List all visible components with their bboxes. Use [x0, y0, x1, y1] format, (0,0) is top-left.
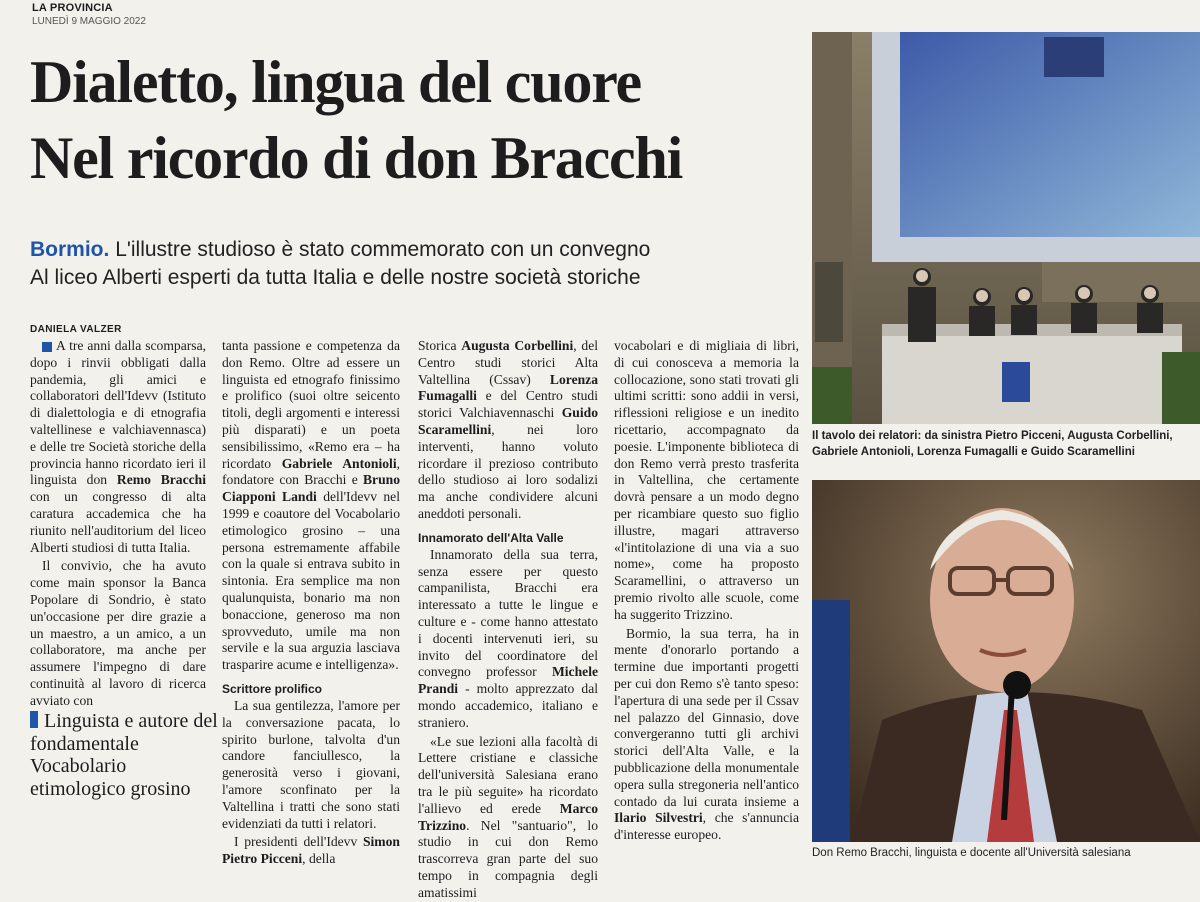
article-column-2: tanta passione e competenza da don Remo. Oltre ad essere un linguista ed etnografo finissimo e prolifico (suoi oltre seicento titoli, degli argomenti e interessi più disparati) e un poeta sensibilissimo, «Remo era – ha ricordato Gabriele Antonioli, fondatore con Bracchi e Bruno Ciapponi Landi dell'Idevv nel 1999 e coautore del Vocabolario etimologico grosino – una persona estremamente affabile con la quale si entrava subito in sintonia. Era semplice ma non qualunquista, bonario ma non bonaccione, generoso ma non sprovveduto, umile ma non servile e la sua arguzia lasciava trasparire acume e intelligenza». Scrittore prolifico La sua gentilezza, l'amore per la conversazione pacata, lo spirito burlone, talvolta d'un candore fanciullesco, la generosità verso i giovani, l'amore sconfinato per la Valtellina i tratti che sono stati evidenziati da tutti i relatori. I presidenti dell'Idevv Simon Pietro Picceni, della [222, 338, 400, 867]
headline-line-1: Dialetto, lingua del cuore [30, 49, 641, 115]
photo2-caption: Don Remo Bracchi, linguista e docente all'Università salesiana [812, 847, 1131, 859]
headline-line-2: Nel ricordo di don Bracchi [30, 125, 683, 191]
photo-portrait [812, 480, 1200, 842]
start-marker-icon [42, 342, 52, 352]
photo-speakers-table [812, 32, 1200, 424]
photo1-caption: Il tavolo dei relatori: da sinistra Pietro Picceni, Augusta Corbellini, Gabriele Antonioli, Lorenza Fumagalli e Guido Scaramellini [812, 430, 1173, 458]
portrait-illustration [812, 480, 1200, 842]
pull-quote-text: Linguista e autore del fondamentale Vocabolario etimologico grosino [30, 710, 218, 800]
pull-quote [30, 710, 220, 800]
subhead-line-2: Al liceo Alberti esperti da tutta Italia e delle nostre società storiche [30, 266, 641, 289]
article-column-3: Storica Augusta Corbellini, del Centro studi storici Alta Valtellina (Cssav) Lorenza Fumagalli e del Centro studi storici Valchiavennaschi Guido Scaramellini, nei loro interventi, hanno voluto ricordare il prezioso contributo dello studioso ai loro sodalizi ma anche condividere alcuni aneddoti personali. Innamorato dell'Alta Valle Innamorato della sua terra, senza essere per questo campanilista, Bracchi era interessato a tutte le lingue e culture e - come hanno attestato i docenti intervenuti ieri, su invito del coordinatore del convegno professor Michele Prandi - molto apprezzato dal mondo accademico, italiano e straniero. «Le sue lezioni alla facoltà di Lettere cristiane e classiche dell'università Salesiana erano tra le più seguite» ha ricordato l'allievo ed erede Marco Trizzino. Nel "santuario", lo studio in cui don Remo trascorreva gran parte del suo tempo in compagnia degli amatissimi [418, 338, 598, 900]
article-column-4: vocabolari e di migliaia di libri, di cui conosceva a memoria la collocazione, sono stati trovati gli ultimi scritti: sono addii in versi, riflessioni religiose e un inedito ricettario, accompagnato da poesie. L'imponente biblioteca di don Remo verrà presto trasferita in Valtellina, che certamente dovrà pensare a un modo degno per ricambiare questo suo figlio illustre, magari attraverso «l'intitolazione di una via a suo nome», come ha proposto Scaramellini, o attraverso un premio rivolto alle scuole, come ha suggerito Trizzino. Bormio, la sua terra, ha in mente d'onorarlo portando a termine due importanti progetti per cui don Remo s'è tanto speso: l'apertura di una sede per il Cssav nel palazzo del Ginnasio, dove convergeranno tutti gli archivi storici dell'Alta Valle, e la pubblicazione della monumentale opera sulla stregoneria nell'antico contado da lui curata insieme a Ilario Silvestri, che s'annuncia d'interesse europeo. [614, 338, 799, 843]
masthead-date: LUNEDÌ 9 MAGGIO 2022 [32, 16, 146, 27]
subhead-place: Bormio. [30, 238, 110, 261]
speakers-table-illustration [812, 32, 1200, 424]
pull-quote-marker-icon [30, 711, 38, 728]
subhead-line-1 [30, 238, 650, 262]
byline: DANIELA VALZER [30, 324, 122, 335]
article-column-1: A tre anni dalla scomparsa, dopo i rinvii obbligati dalla pandemia, gli amici e collaboratori dell'Idevv (Istituto di dialettologia e di etnografia valtellinese e valchiavennasca) e delle tre Società storiche della provincia hanno ricordato ieri il linguista don Remo Bracchi con un congresso di alta caratura accademica che ha riunito nell'auditorium del liceo Alberti studiosi di tutta Italia. Il convivio, che ha avuto come main sponsor la Banca Popolare di Sondrio, è stato un'occasione per dire grazie a un maestro, a un amico, a un collaboratore, ma anche per assumere l'impegno di dare continuità al lavoro di ricerca avviato con [30, 338, 206, 708]
subhead-text-1: L'illustre studioso è stato commemorato con un convegno [115, 238, 651, 261]
masthead-paper: LA PROVINCIA [32, 2, 113, 14]
